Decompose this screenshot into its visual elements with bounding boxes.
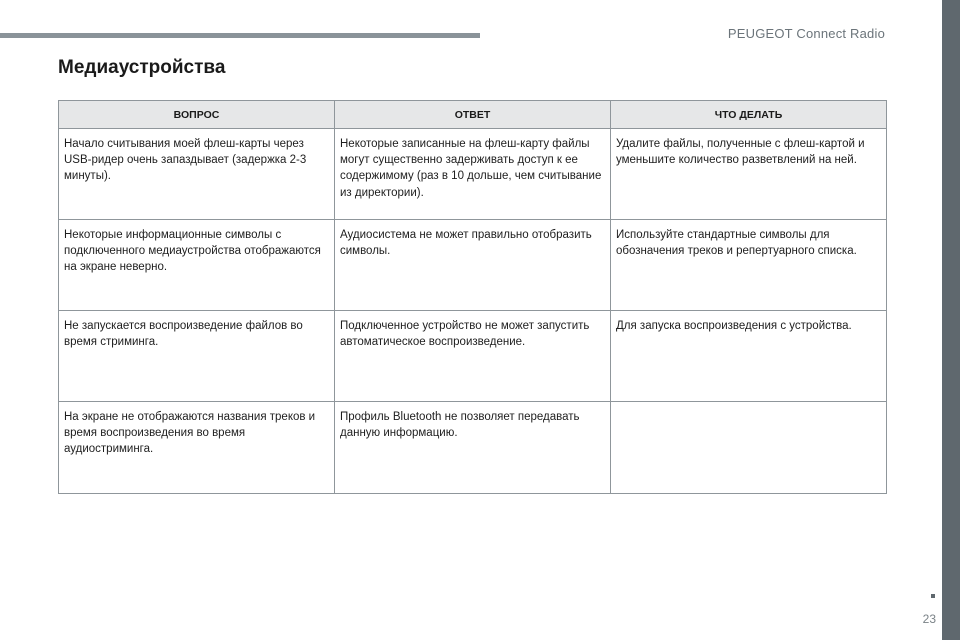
question-cell: Некоторые информационные символы с подключенного медиаустройства отображаются на экране неверно. <box>59 220 335 311</box>
answer-cell: Профиль Bluetooth не позволяет передавать данную информацию. <box>335 402 611 494</box>
question-cell: На экране не отображаются названия треков и время воспроизведения во время аудиостриминга. <box>59 402 335 494</box>
header-rule <box>0 33 480 38</box>
answer-cell: Аудиосистема не может правильно отобразить символы. <box>335 220 611 311</box>
side-strip <box>942 0 960 640</box>
action-cell <box>611 402 887 494</box>
table-row <box>59 311 887 402</box>
action-cell: Удалите файлы, полученные с флеш-картой и уменьшите количество разветвлений на ней. <box>611 129 887 220</box>
table-header-row <box>59 101 887 129</box>
question-cell: Не запускается воспроизведение файлов во время стриминга. <box>59 311 335 402</box>
question-cell: Начало считывания моей флеш-карты через USB-ридер очень запаздывает (задержка 2-3 минуты). <box>59 129 335 220</box>
table-row <box>59 220 887 311</box>
page-marker <box>931 594 935 598</box>
column-header-action: ЧТО ДЕЛАТЬ <box>611 101 887 129</box>
answer-cell: Некоторые записанные на флеш-карту файлы могут существенно задерживать доступ к ее содержимому (раз в 10 дольше, чем считывание из директории). <box>335 129 611 220</box>
troubleshooting-table <box>58 100 887 494</box>
table-row <box>59 129 887 220</box>
page-number: 23 <box>922 612 936 626</box>
header-brand: PEUGEOT Connect Radio <box>727 26 885 41</box>
column-header-question: ВОПРОС <box>59 101 335 129</box>
action-cell: Используйте стандартные символы для обозначения треков и репертуарного списка. <box>611 220 887 311</box>
table-row <box>59 402 887 494</box>
page-title: Медиаустройства <box>58 57 226 78</box>
answer-cell: Подключенное устройство не может запустить автоматическое воспроизведение. <box>335 311 611 402</box>
column-header-answer: ОТВЕТ <box>335 101 611 129</box>
action-cell: Для запуска воспроизведения с устройства. <box>611 311 887 402</box>
